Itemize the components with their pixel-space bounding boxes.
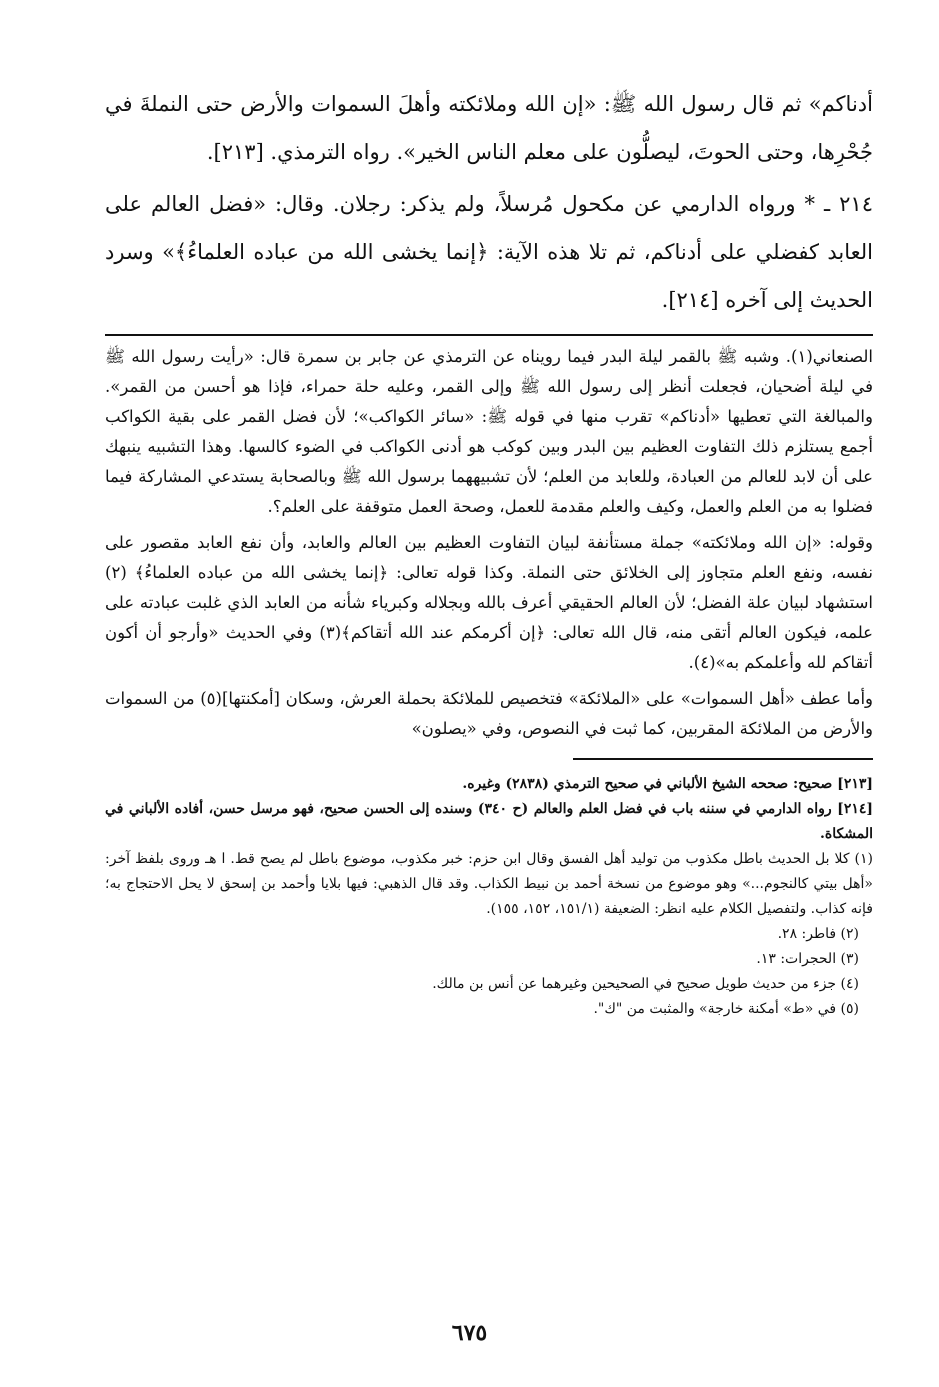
- footnote: (٥) في «ط» أمكنة خارجة» والمثبت من "ك".: [593, 1001, 859, 1017]
- hadith-paragraph: أدناكم» ثم قال رسول الله ﷺ: «إن الله وملائكته وأهلَ السموات والأرض حتى النملةَ في جُحْرِها، وحتى الحوتَ، ليصلُّون على معلم الناس الخير». رواه الترمذي. [٢١٣].: [105, 92, 873, 164]
- main-divider: [105, 334, 873, 336]
- footnote: (٢) فاطر: ٢٨.: [777, 926, 859, 942]
- page-number: ٦٧٥: [451, 1320, 488, 1346]
- footnotes: [105, 772, 873, 1022]
- commentary-paragraph: وأما عطف «أهل السموات» على «الملائكة» فتخصيص للملائكة بحملة العرش، وسكان [أمكنتها](٥) من السموات والأرض من الملائكة المقربين، كما ثبت في النصوص، وفي «يصلون»: [105, 689, 874, 738]
- footnote: (١) كلا بل الحديث باطل مكذوب من توليد أهل الفسق وقال ابن حزم: خبر مكذوب، موضوع باطل لم يصح قط. ا هـ وروى بلفظ آخر: «أهل بيتي كالنجوم...» وهو موضوع من نسخة أحمد بن نبيط الكذاب. وقد قال الذهبي: فيها بلايا وأحمد بن إسحق لا يحل الاحتجاج به؛ فإنه كذاب. ولتفصيل الكلام عليه انظر: الضعيفة (١٥١/١، ١٥٢، ١٥٥).: [105, 851, 873, 917]
- commentary-paragraph: الصنعاني(١). وشبه ﷺ بالقمر ليلة البدر فيما رويناه عن الترمذي عن جابر بن سمرة قال: «رأيت رسول الله ﷺ في ليلة أضحيان، فجعلت أنظر إلى رسول الله ﷺ وإلى القمر، وعليه حلة حمراء، فإذا هو أحسن من القمر». والمبالغة التي تعطيها «أدناكم» تقرب منها في قوله ﷺ: «سائر الكواكب»؛ لأن فضل القمر على بقية الكواكب أجمع يستلزم ذلك التفاوت العظيم بين البدر وبين كوكب هو أدنى الكواكب في الضوء كالسها. وهذا التشبيه ينبهك على أن لابد للعالم من العبادة، وللعابد من العلم؛ لأن تشبيههما برسول الله ﷺ وبالصحابة يستدعي المشاركة فيما فضلوا به من العلم والعمل، وكيف والعلم مقدمة للعمل، وصحة العمل متوقفة على العلم؟.: [105, 347, 873, 516]
- commentary-paragraph: وقوله: «إن الله وملائكته» جملة مستأنفة لبيان التفاوت العظيم بين العالم والعابد، وأن نفع العابد مقصور على نفسه، ونفع العلم متجاوز إلى الخلائق حتى النملة. وكذا قوله تعالى: ﴿إنما يخشى الله من عباده العلماءُ﴾ (٢) استشهاد لبيان علة الفضل؛ لأن العالم الحقيقي أعرف بالله وبجلاله وكبرياء شأنه من العابد الذي غلبت عبادته على علمه، فيكون العالم أتقى منه، قال الله تعالى: ﴿إن أكرمكم عند الله أتقاكم﴾(٣) وفي الحديث «وأرجو أن أكون أتقاكم لله وأعلمكم به»(٤).: [105, 533, 874, 672]
- takhrij-note: [٢١٤] رواه الدارمي في سننه باب في فضل العلم والعالم (ح ٣٤٠) وسنده إلى الحسن صحيح، فهو مرسل حسن، أفاده الألباني في المشكاة.: [105, 801, 873, 842]
- commentary-text: [105, 342, 873, 744]
- page-body: [105, 80, 873, 1022]
- hadith-text: [105, 80, 873, 324]
- footnote-divider: [573, 758, 873, 760]
- footnote: (٣) الحجرات: ١٣.: [756, 951, 859, 967]
- hadith-paragraph: ٢١٤ ـ * ورواه الدارمي عن مكحول مُرسلاً، ولم يذكر: رجلان. وقال: «فضل العالم على العابد كفضلي على أدناكم، ثم تلا هذه الآية: ﴿إنما يخشى الله من عباده العلماءُ﴾» وسرد الحديث إلى آخره [٢١٤].: [105, 192, 873, 312]
- takhrij-note: [٢١٣] صحيح: صححه الشيخ الألباني في صحيح الترمذي (٢٨٣٨) وغيره.: [462, 776, 873, 792]
- footnote: (٤) جزء من حديث طويل صحيح في الصحيحين وغيرهما عن أنس بن مالك.: [432, 976, 859, 992]
